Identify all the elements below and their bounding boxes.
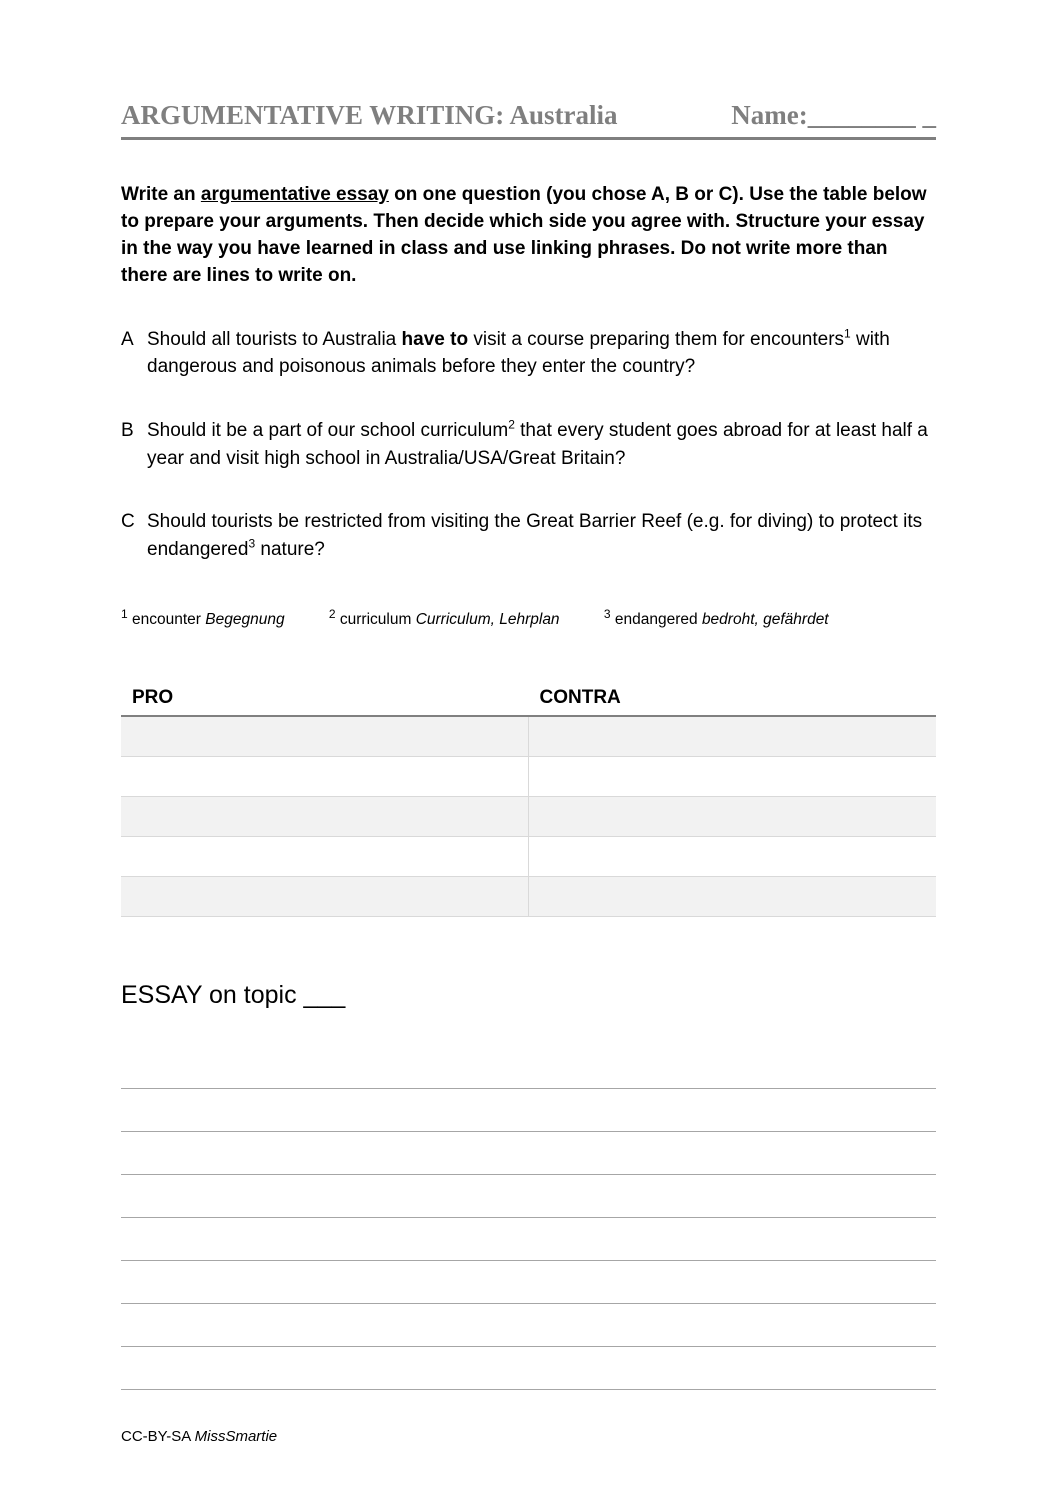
writing-line	[121, 1261, 936, 1304]
page-title	[121, 100, 936, 140]
question-b-footnote-ref: 2	[508, 417, 515, 432]
footnote-3-translation: bedroht, gefährdet	[701, 611, 829, 629]
name-label: Name:	[731, 100, 808, 130]
footnote-1-number: 1	[121, 607, 128, 621]
pro-cell	[121, 837, 529, 876]
question-c	[121, 508, 936, 563]
contra-cell	[529, 757, 937, 796]
footnote-3	[603, 607, 829, 629]
instructions-underlined-phrase: argumentative essay	[200, 184, 389, 205]
question-b-label: B	[121, 419, 134, 441]
pro-contra-table-body	[121, 717, 936, 917]
footnote-1	[121, 607, 285, 629]
question-a-part1: Should all tourists to Australia	[147, 328, 402, 350]
pro-cell	[121, 797, 529, 836]
name-field	[731, 100, 936, 131]
footnote-2-number: 2	[328, 607, 336, 621]
contra-column-header: CONTRA	[539, 687, 621, 709]
question-c-footnote-ref: 3	[248, 536, 256, 551]
name-blank-line: ________ _	[807, 100, 936, 130]
writing-line	[121, 1304, 936, 1347]
footnote-3-number: 3	[603, 607, 611, 621]
page-content	[121, 0, 936, 1390]
contra-cell	[529, 797, 937, 836]
pro-contra-table-header	[121, 687, 936, 717]
writing-line	[121, 1175, 936, 1218]
footnote-1-translation: Begegnung	[205, 611, 285, 629]
essay-lines	[121, 1046, 936, 1390]
writing-line	[121, 1132, 936, 1175]
question-c-part1: Should tourists be restricted from visiting the Great Barrier Reef (e.g. for diving) to protect its endangered	[147, 511, 923, 560]
footer-license	[121, 1428, 277, 1445]
pro-cell	[121, 877, 529, 916]
question-a-part2: visit a course preparing them for encounters	[468, 328, 845, 350]
contra-cell	[529, 717, 937, 756]
writing-line	[121, 1218, 936, 1261]
table-row	[121, 717, 936, 757]
contra-cell	[529, 877, 937, 916]
question-c-part2: nature?	[255, 538, 325, 560]
table-row	[121, 757, 936, 797]
question-c-label: C	[121, 511, 135, 533]
question-a-footnote-ref: 1	[844, 326, 851, 341]
footnote-1-term: encounter	[132, 611, 201, 629]
writing-line	[121, 1089, 936, 1132]
question-c-text	[147, 508, 936, 563]
question-list	[121, 326, 936, 563]
question-a-label: A	[121, 328, 134, 350]
footer-author: MissSmartie	[194, 1428, 278, 1445]
footnote-3-term: endangered	[614, 611, 698, 629]
title-text: ARGUMENTATIVE WRITING: Australia	[121, 100, 618, 130]
writing-line	[121, 1046, 936, 1089]
question-a-bold: have to	[401, 328, 469, 350]
footer-license-text: CC-BY-SA	[121, 1428, 195, 1445]
question-a-text	[147, 326, 936, 381]
table-row	[121, 837, 936, 877]
table-row	[121, 797, 936, 837]
question-b-part2: that every student goes abroad for at least half a year and visit high school in Australia/USA/Great Britain?	[147, 419, 928, 469]
footnote-2-term: curriculum	[339, 611, 412, 629]
pro-column-header: PRO	[132, 687, 174, 709]
pro-cell	[121, 717, 529, 756]
pro-cell	[121, 757, 529, 796]
essay-heading: ESSAY on topic ___	[121, 981, 346, 1010]
question-a	[121, 326, 936, 381]
pro-contra-table	[121, 687, 936, 917]
question-b-text	[147, 417, 936, 472]
question-a-part3: with dangerous and poisonous animals before they enter the country?	[147, 328, 890, 378]
instructions-part1: Write an	[121, 184, 201, 205]
question-b-part1: Should it be a part of our school curriculum	[147, 419, 509, 441]
table-row	[121, 877, 936, 917]
instructions-part2: on one question (you chose A, B or C). Use the table below to prepare your arguments. Then decide which side you agree with. Structure your essay in the way you have learned in class and use linking phrases. Do not write more than there are lines to write on.	[121, 184, 927, 286]
footnote-2-translation: Curriculum, Lehrplan	[415, 611, 560, 629]
contra-cell	[529, 837, 937, 876]
instructions-paragraph	[121, 182, 936, 290]
footnotes	[121, 607, 936, 629]
writing-line	[121, 1347, 936, 1390]
footnote-2	[328, 607, 560, 629]
question-b	[121, 417, 936, 472]
